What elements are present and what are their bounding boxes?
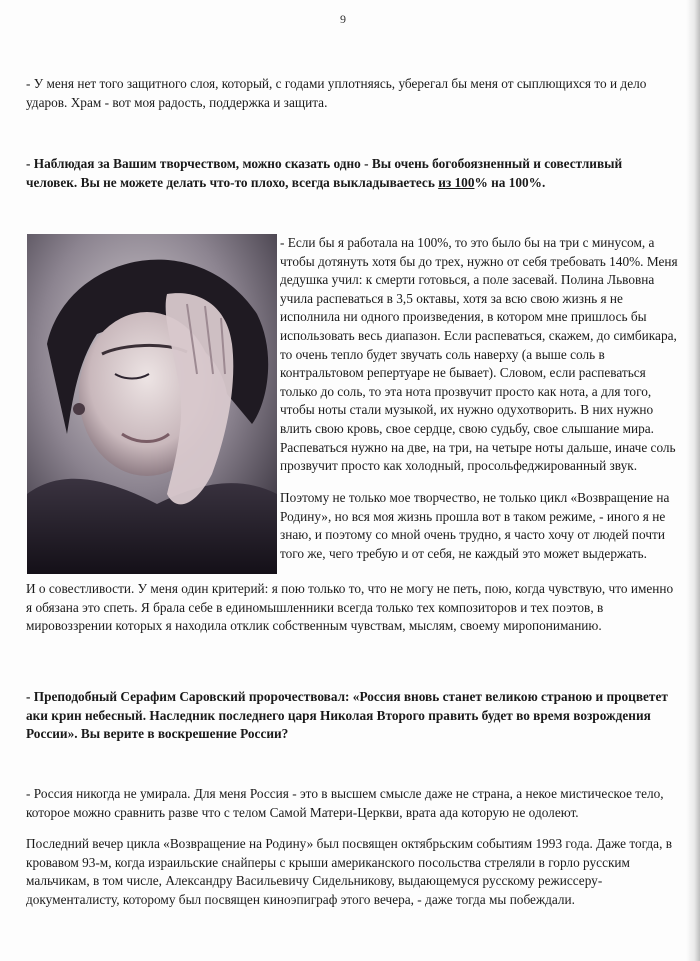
closing-paragraph: Последний вечер цикла «Возвращение на Родину» был посвящен октябрьским событиям 1993 года. Даже тогда, в кровавом 93-м, когда израильские снайперы с крыши американского посольства стреляли в горло русским мальчикам, в том числе, Александру Васильевичу Сидельникову, выдающемуся русскому режиссеру-документалисту, которому был посвящен киноэпиграф этого вечера, - даже тогда мы побеждали.	[26, 836, 673, 907]
portrait-photo	[27, 234, 277, 574]
question-1-underlined: из 100	[438, 174, 475, 190]
answer-2: - Россия никогда не умирала. Для меня Россия - это в высшем смысле даже не страна, а некое мистическое тело, которое можно сравнить разве что с телом Самой Матери-Церкви, врата ада которую не одолеют.	[26, 786, 664, 820]
question-2: - Преподобный Серафим Саровский пророчествовал: «Россия вновь станет великою страною и процветет аки крин небесный. Наследник последнего царя Николая Второго править будет во время возрождения России». Вы верите в воскрешение России?	[26, 689, 668, 742]
portrait-image	[27, 234, 277, 574]
answer-1-wrapped-text-2: Поэтому не только мое творчество, не только цикл «Возвращение на Родину», но вся моя жизнь прошла вот в таком режиме, - иного я не знаю, и поэтому со мной очень трудно, я часто хочу от людей почти того же, чего требую и от себя, не каждый это может выдержать.	[280, 490, 670, 561]
answer-paragraph-1: - У меня нет того защитного слоя, который, с годами уплотняясь, уберегал бы меня от сыплющихся то и дело ударов. Храм - вот моя радость, поддержка и защита.	[26, 76, 647, 110]
question-1	[26, 155, 676, 192]
question-1-tail: % на 100%.	[474, 174, 546, 190]
question-1-text: - Наблюдая за Вашим творчеством, можно сказать одно - Вы очень богобоязненный и совестливый человек. Вы не можете делать что-то плохо, всегда выкладываетесь	[26, 156, 623, 190]
answer-1-wrapped-text: - Если бы я работала на 100%, то это было бы на три с минусом, а чтобы дотянуть хотя бы до трех, нужно от себя требовать 140%. Меня дедушка учил: к смерти готовься, а поле засевай. Полина Львовна учила распеваться в 3,5 октавы, хотя за всю свою жизнь я не исполнила ни одного произведения, в котором мне пришлось бы использовать весь диапазон. Если распеваться, скажем, до симбикара, то очень тепло будет звучать соль наверху (а выше соль в контральтовом репертуаре не бывает). Словом, если распеваться только до соль, то эта нота прозвучит просто как нота, а для того, чтобы ноты стали музыкой, их нужно одухотворить. В них нужно влить свою кровь, свое сердце, свою судьбу, свое слышание мира. Распеваться нужно на две, на три, на четыре ноты дальше, иначе соль прозвучит просто как холодный, просольфеджированный звук.	[280, 235, 678, 474]
answer-1-continuation: И о совестливости. У меня один критерий: я пою только то, что не могу не петь, пою, когда чувствую, что именно я обязана это спеть. Я брала себе в единомышленники всегда только тех композиторов и тех поэтов, в мировоззрении которых я находила отклик собственным чувствам, мыслям, своему миропониманию.	[26, 581, 674, 634]
page-number: 9	[340, 12, 346, 26]
page-edge-shadow	[686, 0, 700, 961]
